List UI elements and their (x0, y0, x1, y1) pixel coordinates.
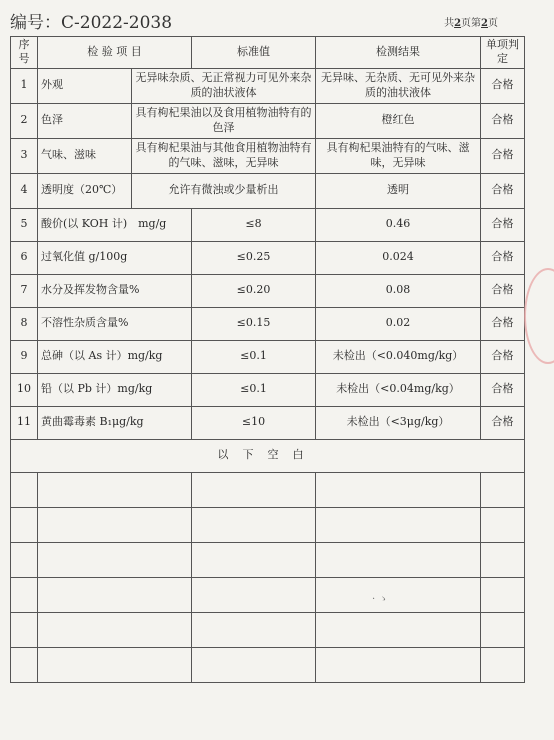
table-row (11, 68, 525, 103)
header-item: 检 验 项 目 (38, 37, 192, 69)
row-verdict: 合格 (481, 373, 525, 406)
row-result: 透明 (316, 173, 481, 208)
row-standard: ≤0.15 (192, 307, 316, 340)
row-no: 3 (11, 138, 38, 173)
row-item: 总砷（以 As 计）mg/kg (38, 340, 192, 373)
row-standard: ≤0.1 (192, 373, 316, 406)
row-standard: ≤10 (192, 406, 316, 439)
row-no: 4 (11, 173, 38, 208)
row-item: 过氧化值 g/100g (38, 241, 192, 274)
end-note: 以下空白 (11, 439, 525, 472)
row-verdict: 合格 (481, 406, 525, 439)
blank-row (11, 647, 525, 682)
table-row (11, 373, 525, 406)
page-suffix: 页 (488, 18, 498, 29)
row-result: 未检出（<0.04mg/kg） (316, 373, 481, 406)
row-result: 无异味、无杂质、无可见外来杂质的油状液体 (316, 68, 481, 103)
document-number: 编号：C-2022-2038 (10, 13, 173, 33)
row-item: 外观 (38, 68, 132, 103)
row-no: 11 (11, 406, 38, 439)
row-standard: ≤0.25 (192, 241, 316, 274)
table-row (11, 103, 525, 138)
row-verdict: 合格 (481, 241, 525, 274)
row-verdict: 合格 (481, 208, 525, 241)
row-standard: ≤0.20 (192, 274, 316, 307)
row-result: 0.08 (316, 274, 481, 307)
blank-row (11, 542, 525, 577)
table-row (11, 208, 525, 241)
blank-row (11, 472, 525, 507)
table-row (11, 307, 525, 340)
row-no: 10 (11, 373, 38, 406)
seal-stamp (524, 268, 554, 364)
row-item: 不溶性杂质含量% (38, 307, 192, 340)
row-no: 6 (11, 241, 38, 274)
row-item: 黄曲霉毒素 B₁μg/kg (38, 406, 192, 439)
row-verdict: 合格 (481, 307, 525, 340)
row-verdict: 合格 (481, 173, 525, 208)
row-standard: 具有枸杞果油与其他食用植物油特有的气味、滋味，无异味 (132, 138, 316, 173)
row-item: 酸价(以 KOH 计) mg/g (38, 208, 192, 241)
row-no: 1 (11, 68, 38, 103)
row-verdict: 合格 (481, 274, 525, 307)
row-result: 橙红色 (316, 103, 481, 138)
table-row (11, 138, 525, 173)
row-item: 气味、滋味 (38, 138, 132, 173)
inspection-table (10, 36, 525, 683)
table-row (11, 340, 525, 373)
row-result: 未检出（<3μg/kg） (316, 406, 481, 439)
row-item: 色泽 (38, 103, 132, 138)
header-standard: 标准值 (192, 37, 316, 69)
row-verdict: 合格 (481, 138, 525, 173)
row-no: 7 (11, 274, 38, 307)
row-item: 水分及挥发物含量% (38, 274, 192, 307)
row-verdict: 合格 (481, 103, 525, 138)
row-no: 9 (11, 340, 38, 373)
page-prefix: 共 (444, 18, 455, 29)
row-result: 未检出（<0.040mg/kg） (316, 340, 481, 373)
end-of-content-row (11, 439, 525, 472)
header-result: 检测结果 (316, 37, 481, 69)
table-row (11, 274, 525, 307)
table-row (11, 406, 525, 439)
row-item: 铅（以 Pb 计）mg/kg (38, 373, 192, 406)
row-no: 5 (11, 208, 38, 241)
blank-row (11, 612, 525, 647)
row-standard: ≤8 (192, 208, 316, 241)
page-mid: 页第 (461, 18, 482, 29)
row-standard: 无异味杂质、无正常视力可见外来杂质的油状液体 (132, 68, 316, 103)
row-standard: 允许有微浊或少量析出 (132, 173, 316, 208)
row-item: 透明度（20℃） (38, 173, 132, 208)
header-seq: 序号 (11, 37, 38, 69)
blank-row (11, 507, 525, 542)
row-standard: 具有枸杞果油以及食用植物油特有的色泽 (132, 103, 316, 138)
table-row (11, 173, 525, 208)
page-current: 2 (481, 18, 488, 29)
row-verdict: 合格 (481, 340, 525, 373)
row-result: 0.024 (316, 241, 481, 274)
row-verdict: 合格 (481, 68, 525, 103)
table-header-row (11, 37, 525, 69)
header-verdict: 单项判定 (481, 37, 525, 69)
row-no: 2 (11, 103, 38, 138)
table-row (11, 241, 525, 274)
page-total: 2 (454, 18, 462, 29)
row-result: 0.02 (316, 307, 481, 340)
row-result: 具有枸杞果油特有的气味、滋味，无异味 (316, 138, 481, 173)
blank-row (11, 577, 525, 612)
pen-mark: · ゝ (372, 594, 389, 605)
row-result: 0.46 (316, 208, 481, 241)
row-standard: ≤0.1 (192, 340, 316, 373)
row-no: 8 (11, 307, 38, 340)
page-indicator (444, 14, 498, 29)
